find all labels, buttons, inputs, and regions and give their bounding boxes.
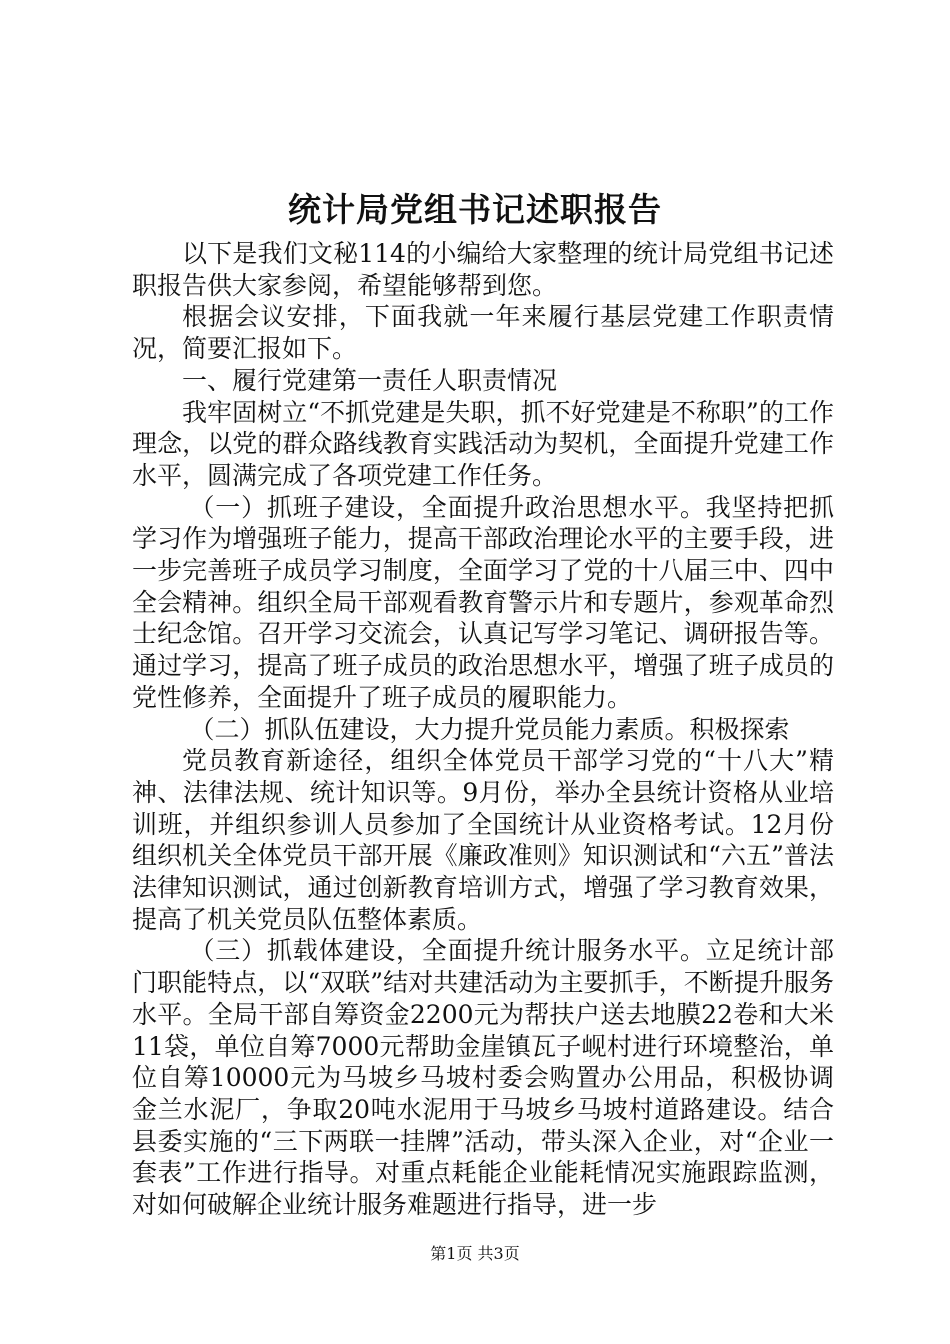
paragraph-item-3: （三）抓载体建设，全面提升统计服务水平。立足统计部门职能特点，以“双联”结对共建活动为主要抓手，不断提升服务水平。全局干部自筹资金2200元为帮扶户送去地膜22卷和大米11袋，单位自筹7000元帮助金崖镇瓦子岘村进行环境整治，单位自筹10000元为马坡乡马坡村委会购置办公用品，积极协调金兰水泥厂，争取20吨水泥用于马坡乡马坡村道路建设。结合县委实施的“三下两联一挂牌”活动，带头深入企业，对“企业一套表”工作进行指导。对重点耗能企业能耗情况实施跟踪监测，对如何破解企业统计服务难题进行指导，进一步 <box>132 936 834 1220</box>
paragraph-intro: 以下是我们文秘114的小编给大家整理的统计局党组书记述职报告供大家参阅，希望能够帮到您。 <box>132 239 834 300</box>
paragraph-item-1: （一）抓班子建设，全面提升政治思想水平。我坚持把抓学习作为增强班子能力，提高干部政治理论水平的主要手段，进一步完善班子成员学习制度，全面学习了党的十八届三中、四中全会精神。组织全局干部观看教育警示片和专题片，参观革命烈士纪念馆。召开学习交流会，认真记写学习笔记、调研报告等。通过学习，提高了班子成员的政治思想水平，增强了班子成员的党性修养，全面提升了班子成员的履职能力。 <box>132 492 834 712</box>
paragraph-item-2-body: 党员教育新途径，组织全体党员干部学习党的“十八大”精神、法律法规、统计知识等。9月份，举办全县统计资格从业培训班，并组织参训人员参加了全国统计从业资格考试。12月份组织机关全体党员干部开展《廉政准则》知识测试和“六五”普法法律知识测试，通过创新教育培训方式，增强了学习教育效果，提高了机关党员队伍整体素质。 <box>132 746 834 934</box>
page-footer: 第1页 共3页 <box>430 1244 520 1263</box>
paragraph-summary: 我牢固树立“不抓党建是失职，抓不好党建是不称职”的工作理念，以党的群众路线教育实践活动为契机，全面提升党建工作水平，圆满完成了各项党建工作任务。 <box>132 397 834 490</box>
document-body <box>132 238 834 1221</box>
document-title: 统计局党组书记述职报告 <box>288 190 662 229</box>
paragraph-item-2-heading: （二）抓队伍建设，大力提升党员能力素质。积极探索 <box>189 714 790 744</box>
section-heading-1: 一、履行党建第一责任人职责情况 <box>182 365 558 395</box>
paragraph-opening: 根据会议安排，下面我就一年来履行基层党建工作职责情况，简要汇报如下。 <box>132 302 834 364</box>
